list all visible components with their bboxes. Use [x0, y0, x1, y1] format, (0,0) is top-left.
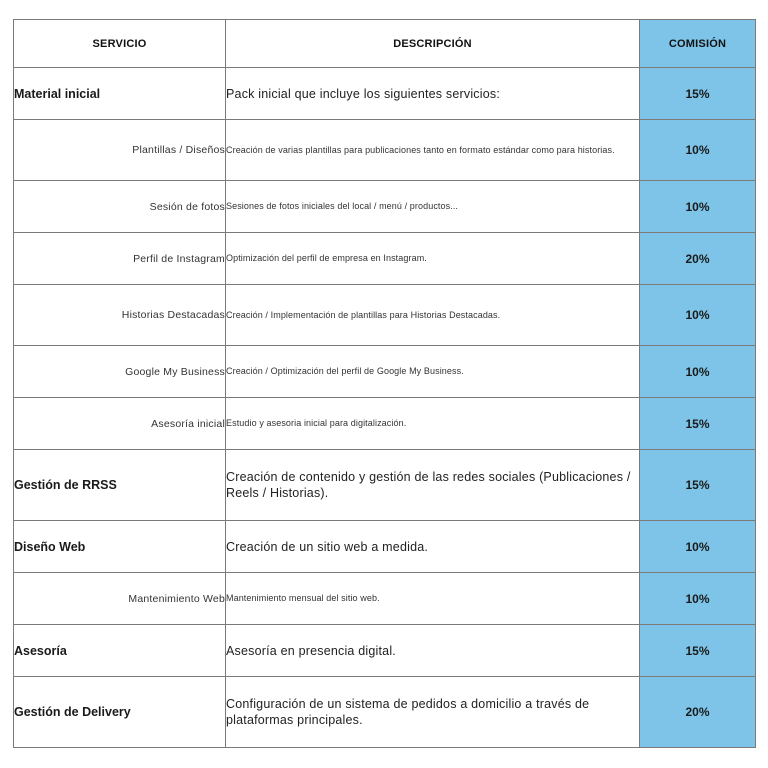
table-row [14, 398, 756, 450]
table-row [14, 521, 756, 573]
header-descripcion: DESCRIPCIÓN [226, 20, 640, 68]
services-commission-table [13, 19, 756, 748]
service-description: Creación de varias plantillas para publicaciones tanto en formato estándar como para historias. [226, 120, 640, 181]
service-description: Creación de contenido y gestión de las redes sociales (Publicaciones / Reels / Historias). [226, 450, 640, 521]
service-description: Sesiones de fotos iniciales del local / menú / productos... [226, 181, 640, 233]
header-comision: COMISIÓN [640, 20, 756, 68]
table-row [14, 181, 756, 233]
commission-value: 10% [640, 573, 756, 625]
service-name: Gestión de Delivery [14, 677, 226, 748]
service-name: Sesión de fotos [14, 181, 226, 233]
service-description: Optimización del perfil de empresa en Instagram. [226, 233, 640, 285]
commission-value: 15% [640, 450, 756, 521]
commission-value: 10% [640, 346, 756, 398]
service-name: Diseño Web [14, 521, 226, 573]
service-name: Asesoría [14, 625, 226, 677]
service-name: Perfil de Instagram [14, 233, 226, 285]
commission-value: 15% [640, 68, 756, 120]
commission-value: 20% [640, 677, 756, 748]
service-description: Creación / Optimización del perfil de Google My Business. [226, 346, 640, 398]
commission-value: 10% [640, 120, 756, 181]
service-description: Creación de un sitio web a medida. [226, 521, 640, 573]
table-row [14, 68, 756, 120]
service-name: Historias Destacadas [14, 285, 226, 346]
table-header-row [14, 20, 756, 68]
service-description: Mantenimiento mensual del sitio web. [226, 573, 640, 625]
service-name: Mantenimiento Web [14, 573, 226, 625]
header-servicio: SERVICIO [14, 20, 226, 68]
commission-value: 10% [640, 285, 756, 346]
service-name: Google My Business [14, 346, 226, 398]
table-row [14, 677, 756, 748]
commission-value: 15% [640, 398, 756, 450]
commission-value: 20% [640, 233, 756, 285]
table-row [14, 573, 756, 625]
service-name: Material inicial [14, 68, 226, 120]
service-description: Creación / Implementación de plantillas para Historias Destacadas. [226, 285, 640, 346]
table-row [14, 625, 756, 677]
commission-value: 10% [640, 181, 756, 233]
commission-value: 15% [640, 625, 756, 677]
service-name: Plantillas / Diseños [14, 120, 226, 181]
service-name: Gestión de RRSS [14, 450, 226, 521]
table-row [14, 233, 756, 285]
table-row [14, 120, 756, 181]
table-row [14, 285, 756, 346]
service-description: Configuración de un sistema de pedidos a domicilio a través de plataformas principales. [226, 677, 640, 748]
table-row [14, 450, 756, 521]
commission-value: 10% [640, 521, 756, 573]
table-row [14, 346, 756, 398]
service-name: Asesoría inicial [14, 398, 226, 450]
service-description: Asesoría en presencia digital. [226, 625, 640, 677]
service-description: Pack inicial que incluye los siguientes servicios: [226, 68, 640, 120]
service-description: Estudio y asesoria inicial para digitalización. [226, 398, 640, 450]
